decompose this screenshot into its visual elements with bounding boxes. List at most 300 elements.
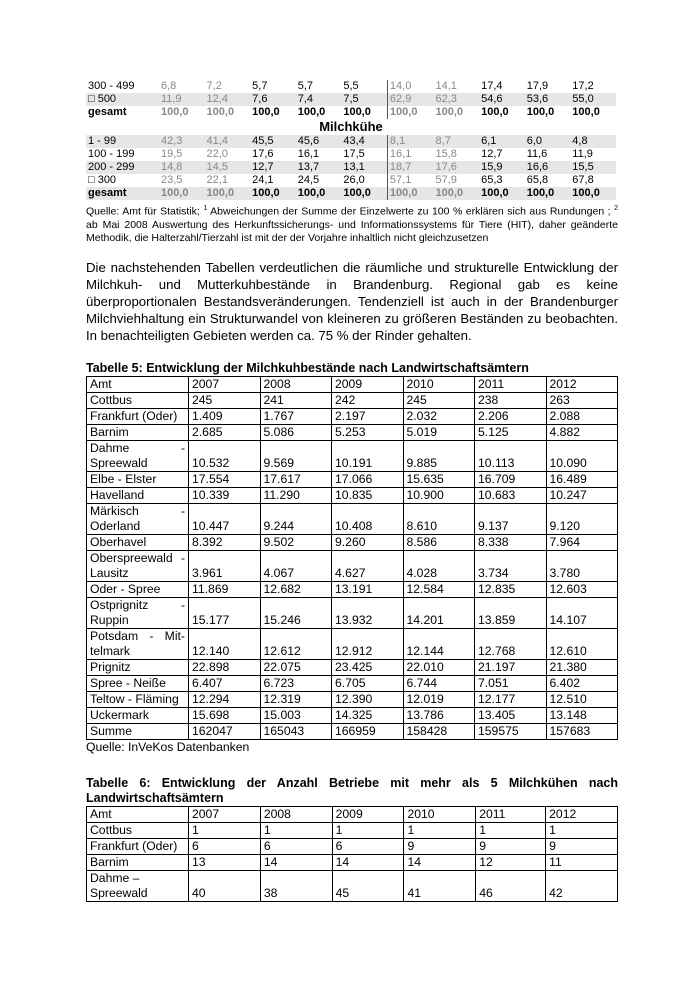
table-cell: 17,4 bbox=[481, 80, 503, 92]
dairy-farm-count-table bbox=[86, 806, 618, 902]
table-cell: 11.290 bbox=[260, 487, 332, 503]
table-cell: 7,6 bbox=[250, 93, 296, 106]
table-cell: 263 bbox=[546, 392, 618, 408]
table-cell: 100,0 bbox=[205, 187, 251, 200]
table-cell: 100,0 bbox=[297, 106, 326, 118]
table-cell: 10.683 bbox=[475, 487, 547, 503]
table-cell: 13,7 bbox=[296, 161, 342, 174]
table-cell: 22.898 bbox=[189, 659, 261, 675]
table-row bbox=[87, 870, 618, 901]
column-header: 2009 bbox=[332, 806, 404, 822]
table-cell: 3.961 bbox=[189, 550, 261, 581]
table-cell: 245 bbox=[189, 392, 261, 408]
office-name-line: Frankfurt (Oder) bbox=[90, 838, 178, 853]
office-name bbox=[87, 822, 189, 838]
office-name bbox=[87, 838, 189, 854]
table-row bbox=[86, 135, 616, 148]
table-cell: 6 bbox=[260, 838, 332, 854]
table-row bbox=[86, 106, 616, 119]
table-cell: 9.260 bbox=[332, 534, 404, 550]
table-row bbox=[87, 581, 618, 597]
table-row bbox=[86, 93, 616, 106]
office-name bbox=[87, 659, 189, 675]
office-name-line: Frankfurt (Oder) bbox=[90, 408, 178, 423]
table-cell: 9.120 bbox=[546, 503, 618, 534]
table-row bbox=[87, 471, 618, 487]
table-cell: 242 bbox=[332, 392, 404, 408]
table-cell: 1 bbox=[332, 822, 404, 838]
table-cell: 159575 bbox=[475, 723, 547, 739]
table-cell: 9.885 bbox=[403, 440, 475, 471]
office-name bbox=[87, 408, 189, 424]
table-cell: 6,1 bbox=[479, 135, 525, 148]
table-cell: 12.177 bbox=[475, 691, 547, 707]
table-cell: 65,3 bbox=[481, 174, 503, 186]
table-cell: 2.685 bbox=[189, 424, 261, 440]
table-cell: 9.502 bbox=[260, 534, 332, 550]
table-cell: 6 bbox=[189, 838, 261, 854]
column-header: 2008 bbox=[260, 376, 332, 392]
table-cell: 100,0 bbox=[525, 187, 571, 200]
table-cell: 23.425 bbox=[332, 659, 404, 675]
office-name-word: Dahme bbox=[90, 440, 130, 455]
size-class-label: gesamt bbox=[86, 187, 159, 200]
table-cell: 100,0 bbox=[252, 106, 280, 118]
table-cell: 17,9 bbox=[526, 80, 549, 92]
table-cell: 7,5 bbox=[341, 93, 387, 106]
table-cell: 6.723 bbox=[260, 675, 332, 691]
table-cell: 100,0 bbox=[481, 106, 509, 118]
table-cell: 238 bbox=[475, 392, 547, 408]
table-cell: 41,4 bbox=[205, 135, 251, 148]
section-title: Milchkühe bbox=[319, 119, 383, 134]
table-cell: 13.148 bbox=[546, 707, 618, 723]
table-cell: 12,7 bbox=[481, 148, 503, 160]
office-name bbox=[87, 550, 189, 581]
table-cell: 12.390 bbox=[332, 691, 404, 707]
table-cell: 22.075 bbox=[260, 659, 332, 675]
column-header: 2010 bbox=[404, 806, 476, 822]
office-name bbox=[87, 597, 189, 628]
milk-cow-stock-table bbox=[86, 376, 618, 740]
table-cell: 10.900 bbox=[403, 487, 475, 503]
table-cell: 16.489 bbox=[546, 471, 618, 487]
table-row bbox=[87, 723, 618, 739]
table-cell: 12.510 bbox=[546, 691, 618, 707]
table-cell: 158428 bbox=[403, 723, 475, 739]
table-cell: 16,1 bbox=[387, 148, 433, 161]
office-name-word: - bbox=[180, 550, 185, 565]
office-name-line: Barnim bbox=[90, 424, 129, 439]
table-cell: 14.325 bbox=[332, 707, 404, 723]
table-cell: 2.088 bbox=[546, 408, 618, 424]
table-cell: 100,0 bbox=[387, 106, 433, 119]
table-cell: 5.086 bbox=[260, 424, 332, 440]
table-cell: 10.090 bbox=[546, 440, 618, 471]
office-name bbox=[87, 440, 189, 471]
table-cell: 4.028 bbox=[403, 550, 475, 581]
table-cell: 11.869 bbox=[189, 581, 261, 597]
office-name-line: Cottbus bbox=[90, 392, 133, 407]
table-cell: 1 bbox=[260, 822, 332, 838]
table-row bbox=[86, 80, 616, 93]
column-header: Amt bbox=[87, 806, 189, 822]
table-cell: 21.197 bbox=[475, 659, 547, 675]
table-row bbox=[87, 628, 618, 659]
table-cell: 15.246 bbox=[260, 597, 332, 628]
office-name-line bbox=[90, 551, 185, 566]
table-row bbox=[87, 534, 618, 550]
office-name-word: Ostprignitz bbox=[90, 597, 149, 612]
table-cell: 6.407 bbox=[189, 675, 261, 691]
table-cell: 45,5 bbox=[250, 135, 296, 148]
table-cell: 17.066 bbox=[332, 471, 404, 487]
table-cell: 100,0 bbox=[206, 106, 235, 118]
table-cell: 54,6 bbox=[479, 93, 525, 106]
table-cell: 17,5 bbox=[343, 148, 365, 160]
table-cell: 14,5 bbox=[205, 161, 251, 174]
table-cell: 8.338 bbox=[475, 534, 547, 550]
office-name-line: Barnim bbox=[90, 854, 129, 869]
table-cell: 42,3 bbox=[159, 135, 205, 148]
table-cell: 15,9 bbox=[479, 161, 525, 174]
header-row bbox=[87, 376, 618, 392]
column-header: 2011 bbox=[476, 806, 546, 822]
table-row bbox=[87, 440, 618, 471]
table-row bbox=[86, 174, 616, 187]
table-cell: 15.177 bbox=[189, 597, 261, 628]
table-cell: 40 bbox=[189, 870, 261, 901]
table-row bbox=[87, 691, 618, 707]
table-cell: 8,7 bbox=[434, 135, 480, 148]
office-name-line: Prignitz bbox=[90, 659, 131, 674]
table-cell: 14 bbox=[260, 854, 332, 870]
table-cell: 16,1 bbox=[297, 148, 320, 160]
table-cell: 10.835 bbox=[332, 487, 404, 503]
table-footnote: Quelle: Amt für Statistik; $^1$ Abweichungen der Summe der Einzelwerte zu 100 % erklären sich aus Rundungen ; $^2$ ab Mai 2008 Auswertung des Herkunftssicherungs- und Informationssystems für Tiere (HIT), daher geänderte Methodik, die Halterzahl/Tierzahl ist mit der der Vorjahre inhaltlich nicht gleichzusetzen bbox=[86, 205, 618, 244]
table-cell: 6,8 bbox=[160, 80, 177, 92]
office-name-line: Elbe - Elster bbox=[90, 471, 157, 486]
table-cell: 1 bbox=[189, 822, 261, 838]
table-cell: 10.447 bbox=[189, 503, 261, 534]
column-header: 2012 bbox=[546, 376, 618, 392]
table-cell: 11,6 bbox=[526, 148, 548, 160]
column-header: 2011 bbox=[475, 376, 547, 392]
table-cell: 19,5 bbox=[160, 148, 183, 160]
table-cell: 2.197 bbox=[332, 408, 404, 424]
office-name-line bbox=[90, 441, 185, 456]
table-cell: 13.859 bbox=[475, 597, 547, 628]
table-cell: 7.051 bbox=[475, 675, 547, 691]
table-cell: 15.635 bbox=[403, 471, 475, 487]
office-name bbox=[87, 487, 189, 503]
table-cell: 100,0 bbox=[250, 187, 296, 200]
office-name bbox=[87, 707, 189, 723]
table-row bbox=[86, 187, 616, 200]
table-cell: 6.705 bbox=[332, 675, 404, 691]
office-name-line: Summe bbox=[90, 723, 132, 738]
table-cell: 5,5 bbox=[343, 80, 359, 92]
column-header: 2012 bbox=[546, 806, 618, 822]
table-cell: 6,0 bbox=[525, 135, 571, 148]
table-cell: 17,6 bbox=[252, 148, 274, 160]
office-name-line bbox=[90, 504, 185, 519]
column-header: 2008 bbox=[260, 806, 332, 822]
table-cell: 100,0 bbox=[572, 106, 600, 118]
table-cell: 10.113 bbox=[475, 440, 547, 471]
table-cell: 9.569 bbox=[260, 440, 332, 471]
table-cell: 14 bbox=[332, 854, 404, 870]
table-cell: 12.144 bbox=[403, 628, 475, 659]
table-cell: 6 bbox=[332, 838, 404, 854]
table-cell: 10.532 bbox=[189, 440, 261, 471]
table-row bbox=[87, 659, 618, 675]
table-cell: 46 bbox=[476, 870, 546, 901]
table-row bbox=[87, 408, 618, 424]
table-cell: 245 bbox=[403, 392, 475, 408]
office-name-line: Teltow - Fläming bbox=[90, 691, 179, 706]
table-cell: 24,5 bbox=[297, 174, 320, 186]
table-cell: 2.032 bbox=[403, 408, 475, 424]
table-cell: 1 bbox=[404, 822, 476, 838]
office-name bbox=[87, 581, 189, 597]
table-cell: 12.019 bbox=[403, 691, 475, 707]
column-header: 2009 bbox=[332, 376, 404, 392]
table-cell: 14.107 bbox=[546, 597, 618, 628]
table-cell: 100,0 bbox=[160, 106, 189, 118]
table-cell: 1.409 bbox=[189, 408, 261, 424]
table-cell: 12.768 bbox=[475, 628, 547, 659]
table-cell: 17.554 bbox=[189, 471, 261, 487]
office-name bbox=[87, 534, 189, 550]
office-name-word: - bbox=[180, 597, 185, 612]
office-name-line: Lausitz bbox=[90, 565, 129, 580]
column-header: 2007 bbox=[189, 376, 261, 392]
table-cell: 41 bbox=[404, 870, 476, 901]
table-cell: 13.405 bbox=[475, 707, 547, 723]
column-header: Amt bbox=[87, 376, 189, 392]
office-name-line: telmark bbox=[90, 643, 130, 658]
office-name bbox=[87, 424, 189, 440]
table-cell: 14,0 bbox=[387, 80, 433, 93]
table-cell: 17.617 bbox=[260, 471, 332, 487]
table-cell: 12.682 bbox=[260, 581, 332, 597]
table-cell: 100,0 bbox=[479, 187, 525, 200]
size-class-label: gesamt bbox=[88, 106, 127, 118]
table-cell: 57,1 bbox=[387, 174, 433, 187]
size-class-label: □ 500 bbox=[86, 93, 159, 106]
table6-caption: Tabelle 6: Entwicklung der Anzahl Betriebe mit mehr als 5 Milchkühen nach Landwirtschaftsämtern bbox=[86, 775, 618, 805]
table-cell: 10.247 bbox=[546, 487, 618, 503]
table-cell: 14.201 bbox=[403, 597, 475, 628]
table-cell: 12.835 bbox=[475, 581, 547, 597]
table-cell: 4.627 bbox=[332, 550, 404, 581]
office-name bbox=[87, 628, 189, 659]
table-cell: 9 bbox=[404, 838, 476, 854]
table-cell: 12.612 bbox=[260, 628, 332, 659]
body-paragraph: Die nachstehenden Tabellen verdeutlichen die räumliche und strukturelle Entwicklung der Milchkuh- und Mutterkuhbestände in Brandenburg. Regional gab es keine überproportionalen Bestandsveränderungen. Tendenziell ist auch in der Brandenburger Milchviehhaltung ein Strukturwandel von kleineren zu größeren Beständen zu beobachten. In benachteiligten Gebieten werden ca. 75 % der Rinder gehalten. bbox=[86, 259, 618, 343]
office-name-line: Oder - Spree bbox=[90, 581, 161, 596]
table-cell: 12.319 bbox=[260, 691, 332, 707]
table-cell: 17,6 bbox=[434, 161, 480, 174]
table-cell: 100,0 bbox=[341, 187, 387, 200]
table-cell: 9.137 bbox=[475, 503, 547, 534]
table-cell: 1 bbox=[546, 822, 618, 838]
table-row bbox=[87, 392, 618, 408]
table-row bbox=[86, 161, 616, 174]
table-cell: 13.191 bbox=[332, 581, 404, 597]
document-page bbox=[86, 80, 618, 902]
office-name-line: Ruppin bbox=[90, 612, 129, 627]
office-name bbox=[87, 870, 189, 901]
table-cell: 100,0 bbox=[296, 187, 342, 200]
size-class-label: 100 - 199 bbox=[88, 148, 135, 160]
office-name-line: Uckermark bbox=[90, 707, 149, 722]
table-row bbox=[87, 707, 618, 723]
office-name bbox=[87, 503, 189, 534]
table-cell: 62,9 bbox=[387, 93, 433, 106]
table-cell: 6.744 bbox=[403, 675, 475, 691]
size-class-label: 300 - 499 bbox=[88, 80, 135, 92]
table-cell: 7.964 bbox=[546, 534, 618, 550]
table-cell: 12.603 bbox=[546, 581, 618, 597]
table-cell: 12.610 bbox=[546, 628, 618, 659]
table-cell: 16,6 bbox=[525, 161, 571, 174]
table-cell: 14,1 bbox=[435, 80, 457, 92]
column-header: 2010 bbox=[403, 376, 475, 392]
office-name bbox=[87, 691, 189, 707]
table-cell: 55,0 bbox=[570, 93, 616, 106]
table-cell: 4.067 bbox=[260, 550, 332, 581]
table-cell: 16.709 bbox=[475, 471, 547, 487]
table-cell: 9 bbox=[476, 838, 546, 854]
table-cell: 9 bbox=[546, 838, 618, 854]
table-cell: 22.010 bbox=[403, 659, 475, 675]
table-cell: 13 bbox=[189, 854, 261, 870]
table-cell: 3.780 bbox=[546, 550, 618, 581]
table-cell: 14,8 bbox=[159, 161, 205, 174]
table-cell: 5.125 bbox=[475, 424, 547, 440]
table-cell: 100,0 bbox=[387, 187, 433, 200]
office-name-word: - bbox=[180, 440, 185, 455]
office-name-line: Dahme – Spreewald bbox=[90, 870, 148, 900]
table-cell: 21.380 bbox=[546, 659, 618, 675]
table-cell: 100,0 bbox=[434, 187, 480, 200]
table-cell: 15.003 bbox=[260, 707, 332, 723]
table-cell: 11,9 bbox=[572, 148, 593, 160]
table-cell: 8.610 bbox=[403, 503, 475, 534]
table-cell: 11,9 bbox=[159, 93, 205, 106]
table-cell: 45 bbox=[332, 870, 404, 901]
table-cell: 57,9 bbox=[435, 174, 457, 186]
table-cell: 12 bbox=[476, 854, 546, 870]
table-cell: 100,0 bbox=[435, 106, 464, 118]
table-cell: 15,5 bbox=[570, 161, 616, 174]
table-cell: 8,1 bbox=[387, 135, 433, 148]
office-name-line: Spree - Neiße bbox=[90, 675, 166, 690]
table-cell: 17,2 bbox=[572, 80, 594, 92]
header-row bbox=[87, 806, 618, 822]
table-cell: 22,1 bbox=[206, 174, 228, 186]
table-cell: 166959 bbox=[332, 723, 404, 739]
table-cell: 165043 bbox=[260, 723, 332, 739]
office-name bbox=[87, 392, 189, 408]
office-name bbox=[87, 854, 189, 870]
table-cell: 241 bbox=[260, 392, 332, 408]
table-cell: 13,1 bbox=[341, 161, 387, 174]
table-cell: 24,1 bbox=[252, 174, 274, 186]
office-name-word: Potsdam bbox=[90, 628, 139, 643]
table-cell: 12.584 bbox=[403, 581, 475, 597]
table-cell: 12,7 bbox=[250, 161, 296, 174]
table-cell: 62,3 bbox=[434, 93, 480, 106]
table-row bbox=[87, 854, 618, 870]
table-cell: 5.019 bbox=[403, 424, 475, 440]
table-cell: 15.698 bbox=[189, 707, 261, 723]
table-cell: 6.402 bbox=[546, 675, 618, 691]
table-cell: 42 bbox=[546, 870, 618, 901]
table-cell: 10.408 bbox=[332, 503, 404, 534]
table-cell: 12.294 bbox=[189, 691, 261, 707]
table-cell: 22,0 bbox=[206, 148, 228, 160]
office-name-line: Spreewald bbox=[90, 455, 148, 470]
table-cell: 12,4 bbox=[205, 93, 251, 106]
table-cell: 100,0 bbox=[570, 187, 616, 200]
table-row bbox=[87, 838, 618, 854]
office-name-word: Oberspreewald bbox=[90, 550, 173, 565]
table-cell: 5,7 bbox=[252, 80, 268, 92]
table-cell: 7,4 bbox=[296, 93, 342, 106]
size-class-label: □ 300 bbox=[88, 174, 117, 186]
table-cell: 67,8 bbox=[572, 174, 594, 186]
office-name-word: - bbox=[149, 628, 154, 643]
livestock-size-table bbox=[86, 80, 616, 200]
section-row bbox=[86, 119, 616, 135]
table-cell: 100,0 bbox=[343, 106, 371, 118]
table-cell: 4,8 bbox=[570, 135, 616, 148]
table-cell: 1.767 bbox=[260, 408, 332, 424]
office-name bbox=[87, 471, 189, 487]
table-row bbox=[87, 675, 618, 691]
table-cell: 23,5 bbox=[160, 174, 183, 186]
table-cell: 26,0 bbox=[343, 174, 365, 186]
table-cell: 12.912 bbox=[332, 628, 404, 659]
office-name-line: Oberhavel bbox=[90, 534, 147, 549]
table-cell: 53,6 bbox=[525, 93, 571, 106]
table-cell: 7,2 bbox=[206, 80, 222, 92]
table-row bbox=[87, 550, 618, 581]
table-cell: 10.191 bbox=[332, 440, 404, 471]
table-cell: 10.339 bbox=[189, 487, 261, 503]
column-header: 2007 bbox=[189, 806, 261, 822]
table-cell: 38 bbox=[260, 870, 332, 901]
table-cell: 43,4 bbox=[341, 135, 387, 148]
table-row bbox=[87, 597, 618, 628]
office-name-word: Mit- bbox=[164, 628, 185, 643]
table-cell: 11 bbox=[546, 854, 618, 870]
table5-source: Quelle: InVeKos Datenbanken bbox=[86, 739, 250, 754]
office-name bbox=[87, 723, 189, 739]
office-name-word: Märkisch bbox=[90, 503, 139, 518]
table-cell: 3.734 bbox=[475, 550, 547, 581]
office-name-line bbox=[90, 598, 185, 613]
table-cell: 65,8 bbox=[526, 174, 549, 186]
office-name-line: Cottbus bbox=[90, 822, 133, 837]
table-cell: 100,0 bbox=[526, 106, 555, 118]
table-cell: 18,7 bbox=[387, 161, 433, 174]
table-cell: 5,7 bbox=[297, 80, 314, 92]
office-name-line: Havelland bbox=[90, 487, 145, 502]
